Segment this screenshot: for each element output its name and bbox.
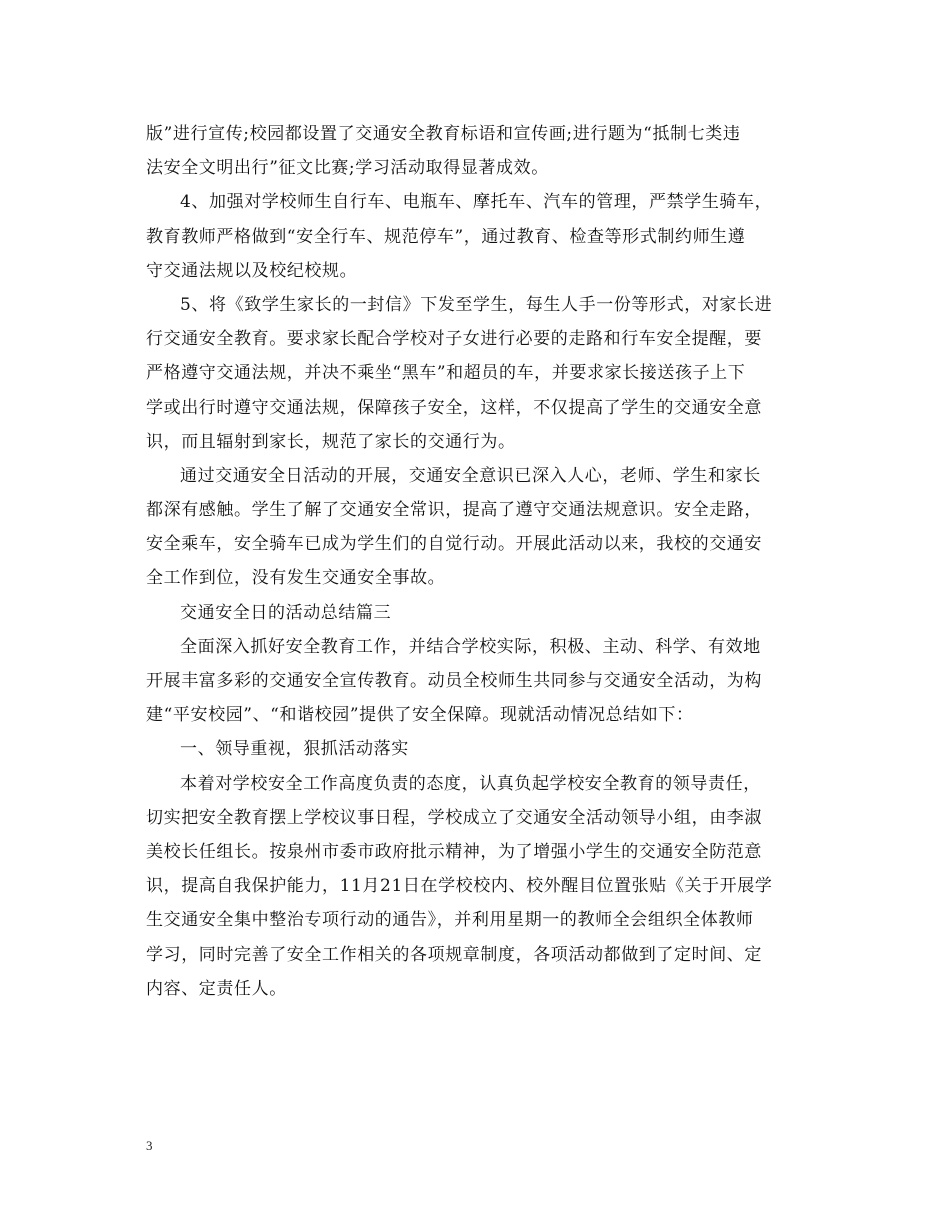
text-line: 守交通法规以及校纪校规。 [146, 260, 358, 281]
text-line: 生交通安全集中整治专项行动的通告》，并利用星期一的教师全会组织全体教师 [146, 910, 754, 931]
text-line: 教育教师严格做到“安全行车、规范停车”，通过教育、检查等形式制约师生遵 [146, 226, 746, 247]
section-heading: 交通安全日的活动总结篇三 [180, 602, 392, 623]
text-line: 识，提高自我保护能力，11月21日在学校校内、校外醒目位置张贴《关于开展学 [146, 876, 773, 897]
text-line: 美校长任组长。按泉州市委市政府批示精神，为了增强小学生的交通安全防范意 [146, 841, 762, 862]
text-line: 安全乘车，安全骑车已成为学生们的自觉行动。开展此活动以来，我校的交通安 [146, 534, 762, 555]
text-line: 5、将《致学生家长的一封信》下发至学生，每生人手一份等形式，对家长进 [180, 294, 773, 315]
text-line: 都深有感触。学生了解了交通安全常识，提高了遵守交通法规意识。安全走路， [146, 500, 762, 521]
text-line: 内容、定责任人。 [146, 978, 287, 999]
page-number: 3 [146, 1138, 153, 1153]
text-line: 学习，同时完善了安全工作相关的各项规章制度，各项活动都做到了定时间、定 [146, 944, 762, 965]
text-line: 严格遵守交通法规，并决不乘坐“黑车”和超员的车，并要求家长接送孩子上下 [146, 363, 746, 384]
text-line: 4、加强对学校师生自行车、电瓶车、摩托车、汽车的管理，严禁学生骑车， [180, 192, 773, 213]
text-line: 法安全文明出行”征文比赛;学习活动取得显著成效。 [146, 158, 549, 179]
document-body [146, 117, 806, 1006]
text-line: 学或出行时遵守交通法规，保障孩子安全，这样，不仅提高了学生的交通安全意 [146, 397, 762, 418]
text-line: 开展丰富多彩的交通安全宣传教育。动员全校师生共同参与交通安全活动，为构 [146, 671, 762, 691]
text-line: 建“平安校园”、“和谐校园”提供了安全保障。现就活动情况总结如下： [146, 705, 694, 726]
text-line: 行交通安全教育。要求家长配合学校对子女进行必要的走路和行车安全提醒，要 [146, 329, 762, 350]
text-line: 识，而且辐射到家长，规范了家长的交通行为。 [146, 431, 516, 452]
paragraph-block [146, 117, 806, 1006]
subsection-heading: 一、领导重视，狠抓活动落实 [180, 739, 409, 760]
text-line: 全工作到位，没有发生交通安全事故。 [146, 568, 446, 589]
text-line: 通过交通安全日活动的开展，交通安全意识已深入人心，老师、学生和家长 [180, 465, 761, 486]
text-line: 本着对学校安全工作高度负责的态度，认真负起学校安全教育的领导责任， [180, 773, 761, 794]
text-line: 版”进行宣传;校园都设置了交通安全教育标语和宣传画;进行题为“抵制七类违 [146, 124, 741, 144]
text-line: 切实把安全教育摆上学校议事日程，学校成立了交通安全活动领导小组，由李淑 [146, 807, 762, 828]
text-line: 全面深入抓好安全教育工作，并结合学校实际，积极、主动、科学、有效地 [180, 636, 761, 657]
